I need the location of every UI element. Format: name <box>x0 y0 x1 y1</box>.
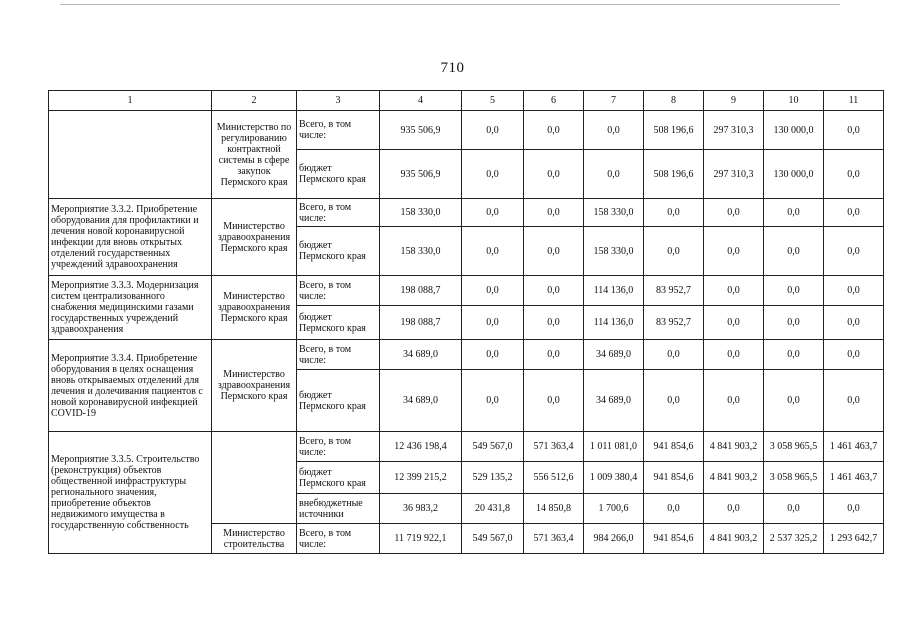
funding-source-cell: внебюджетные источники <box>297 494 380 524</box>
value-cell: 130 000,0 <box>764 150 824 199</box>
value-cell: 0,0 <box>704 227 764 276</box>
value-cell: 0,0 <box>824 111 884 150</box>
value-cell: 0,0 <box>824 227 884 276</box>
value-cell: 1 009 380,4 <box>584 462 644 494</box>
value-cell: 158 330,0 <box>584 227 644 276</box>
value-cell: 935 506,9 <box>380 150 462 199</box>
value-cell: 1 293 642,7 <box>824 524 884 554</box>
value-cell: 0,0 <box>462 227 524 276</box>
scan-edge-mark <box>60 4 840 5</box>
value-cell: 2 537 325,2 <box>764 524 824 554</box>
funding-source-cell: Всего, в том числе: <box>297 340 380 370</box>
value-cell: 297 310,3 <box>704 111 764 150</box>
value-cell: 83 952,7 <box>644 276 704 306</box>
funding-source-cell: Всего, в том числе: <box>297 111 380 150</box>
value-cell: 0,0 <box>524 199 584 227</box>
value-cell: 0,0 <box>462 370 524 432</box>
funding-source-cell: бюджет Пермского края <box>297 150 380 199</box>
measure-name-cell: Мероприятие 3.3.4. Приобретение оборудования в целях оснащения вновь открываемых отделений для лечения и долечивания пациентов с новой коронавирусной инфекцией COVID-19 <box>49 340 212 432</box>
value-cell: 0,0 <box>704 370 764 432</box>
funding-source-cell: бюджет Пермского края <box>297 227 380 276</box>
value-cell: 0,0 <box>462 306 524 340</box>
value-cell: 941 854,6 <box>644 462 704 494</box>
value-cell: 0,0 <box>704 340 764 370</box>
value-cell: 34 689,0 <box>584 370 644 432</box>
funding-source-cell: бюджет Пермского края <box>297 306 380 340</box>
value-cell: 158 330,0 <box>380 199 462 227</box>
value-cell: 12 399 215,2 <box>380 462 462 494</box>
value-cell: 1 461 463,7 <box>824 462 884 494</box>
value-cell: 0,0 <box>764 199 824 227</box>
value-cell: 0,0 <box>764 494 824 524</box>
column-header: 3 <box>297 91 380 111</box>
value-cell: 34 689,0 <box>380 370 462 432</box>
value-cell: 198 088,7 <box>380 276 462 306</box>
funding-source-cell: Всего, в том числе: <box>297 432 380 462</box>
value-cell: 0,0 <box>704 199 764 227</box>
column-header: 6 <box>524 91 584 111</box>
funding-source-cell: бюджет Пермского края <box>297 462 380 494</box>
column-header: 9 <box>704 91 764 111</box>
value-cell: 130 000,0 <box>764 111 824 150</box>
value-cell: 4 841 903,2 <box>704 432 764 462</box>
value-cell: 20 431,8 <box>462 494 524 524</box>
value-cell: 0,0 <box>644 340 704 370</box>
column-header: 11 <box>824 91 884 111</box>
value-cell: 508 196,6 <box>644 150 704 199</box>
value-cell: 549 567,0 <box>462 524 524 554</box>
value-cell: 0,0 <box>824 340 884 370</box>
value-cell: 158 330,0 <box>584 199 644 227</box>
value-cell: 34 689,0 <box>584 340 644 370</box>
value-cell: 0,0 <box>584 111 644 150</box>
value-cell: 941 854,6 <box>644 524 704 554</box>
value-cell: 0,0 <box>462 340 524 370</box>
value-cell: 0,0 <box>524 276 584 306</box>
value-cell: 571 363,4 <box>524 432 584 462</box>
value-cell: 36 983,2 <box>380 494 462 524</box>
value-cell: 984 266,0 <box>584 524 644 554</box>
table-row <box>49 340 884 370</box>
table-row <box>49 111 884 150</box>
value-cell: 0,0 <box>704 494 764 524</box>
funding-source-cell: Всего, в том числе: <box>297 276 380 306</box>
value-cell: 114 136,0 <box>584 306 644 340</box>
value-cell: 0,0 <box>704 306 764 340</box>
value-cell: 0,0 <box>644 227 704 276</box>
value-cell: 0,0 <box>524 370 584 432</box>
value-cell: 0,0 <box>764 340 824 370</box>
value-cell: 0,0 <box>462 199 524 227</box>
value-cell: 12 436 198,4 <box>380 432 462 462</box>
value-cell: 0,0 <box>524 227 584 276</box>
value-cell: 0,0 <box>704 276 764 306</box>
value-cell: 0,0 <box>644 370 704 432</box>
value-cell: 0,0 <box>584 150 644 199</box>
value-cell: 114 136,0 <box>584 276 644 306</box>
value-cell: 34 689,0 <box>380 340 462 370</box>
budget-table <box>48 90 884 554</box>
column-header: 7 <box>584 91 644 111</box>
table-row <box>49 199 884 227</box>
value-cell: 0,0 <box>524 111 584 150</box>
column-number-row <box>49 91 884 111</box>
responsible-cell: Министерство здравоохранения Пермского края <box>212 199 297 276</box>
value-cell: 0,0 <box>824 370 884 432</box>
funding-source-cell: Всего, в том числе: <box>297 199 380 227</box>
column-header: 4 <box>380 91 462 111</box>
value-cell: 3 058 965,5 <box>764 462 824 494</box>
value-cell: 0,0 <box>824 276 884 306</box>
table-row <box>49 276 884 306</box>
column-header: 1 <box>49 91 212 111</box>
value-cell: 1 700,6 <box>584 494 644 524</box>
responsible-cell: Министерство здравоохранения Пермского края <box>212 276 297 340</box>
value-cell: 0,0 <box>824 306 884 340</box>
value-cell: 0,0 <box>824 150 884 199</box>
value-cell: 1 011 081,0 <box>584 432 644 462</box>
value-cell: 0,0 <box>524 150 584 199</box>
value-cell: 0,0 <box>524 306 584 340</box>
value-cell: 297 310,3 <box>704 150 764 199</box>
responsible-cell <box>212 432 297 524</box>
column-header: 5 <box>462 91 524 111</box>
value-cell: 941 854,6 <box>644 432 704 462</box>
value-cell: 0,0 <box>824 494 884 524</box>
value-cell: 0,0 <box>462 276 524 306</box>
value-cell: 0,0 <box>764 306 824 340</box>
value-cell: 11 719 922,1 <box>380 524 462 554</box>
responsible-cell: Министерство здравоохранения Пермского края <box>212 340 297 432</box>
value-cell: 0,0 <box>824 199 884 227</box>
value-cell: 571 363,4 <box>524 524 584 554</box>
responsible-cell: Министерство строительства <box>212 524 297 554</box>
measure-name-cell: Мероприятие 3.3.2. Приобретение оборудования для профилактики и лечения новой коронавирусной инфекции для вновь открытых отделений государственных учреждений здравоохранения <box>49 199 212 276</box>
responsible-cell: Министерство по регулированию контрактной системы в сфере закупок Пермского края <box>212 111 297 199</box>
value-cell: 4 841 903,2 <box>704 462 764 494</box>
column-header: 8 <box>644 91 704 111</box>
column-header: 10 <box>764 91 824 111</box>
page-number: 710 <box>440 60 465 76</box>
value-cell: 14 850,8 <box>524 494 584 524</box>
value-cell: 1 461 463,7 <box>824 432 884 462</box>
value-cell: 508 196,6 <box>644 111 704 150</box>
value-cell: 198 088,7 <box>380 306 462 340</box>
value-cell: 0,0 <box>462 111 524 150</box>
value-cell: 83 952,7 <box>644 306 704 340</box>
value-cell: 0,0 <box>764 370 824 432</box>
value-cell: 158 330,0 <box>380 227 462 276</box>
funding-source-cell: Всего, в том числе: <box>297 524 380 554</box>
value-cell: 3 058 965,5 <box>764 432 824 462</box>
value-cell: 556 512,6 <box>524 462 584 494</box>
table-row <box>49 432 884 462</box>
value-cell: 4 841 903,2 <box>704 524 764 554</box>
value-cell: 0,0 <box>644 494 704 524</box>
value-cell: 0,0 <box>644 199 704 227</box>
value-cell: 549 567,0 <box>462 432 524 462</box>
value-cell: 529 135,2 <box>462 462 524 494</box>
measure-name-cell <box>49 111 212 199</box>
value-cell: 0,0 <box>462 150 524 199</box>
measure-name-cell: Мероприятие 3.3.3. Модернизация систем централизованного снабжения медицинскими газами государственных учреждений здравоохранения <box>49 276 212 340</box>
funding-source-cell: бюджет Пермского края <box>297 370 380 432</box>
value-cell: 0,0 <box>764 227 824 276</box>
value-cell: 935 506,9 <box>380 111 462 150</box>
measure-name-cell: Мероприятие 3.3.5. Строительство (реконструкция) объектов общественной инфраструктуры регионального значения, приобретение объектов недвижимого имущества в государственную собственность <box>49 432 212 554</box>
value-cell: 0,0 <box>524 340 584 370</box>
value-cell: 0,0 <box>764 276 824 306</box>
column-header: 2 <box>212 91 297 111</box>
